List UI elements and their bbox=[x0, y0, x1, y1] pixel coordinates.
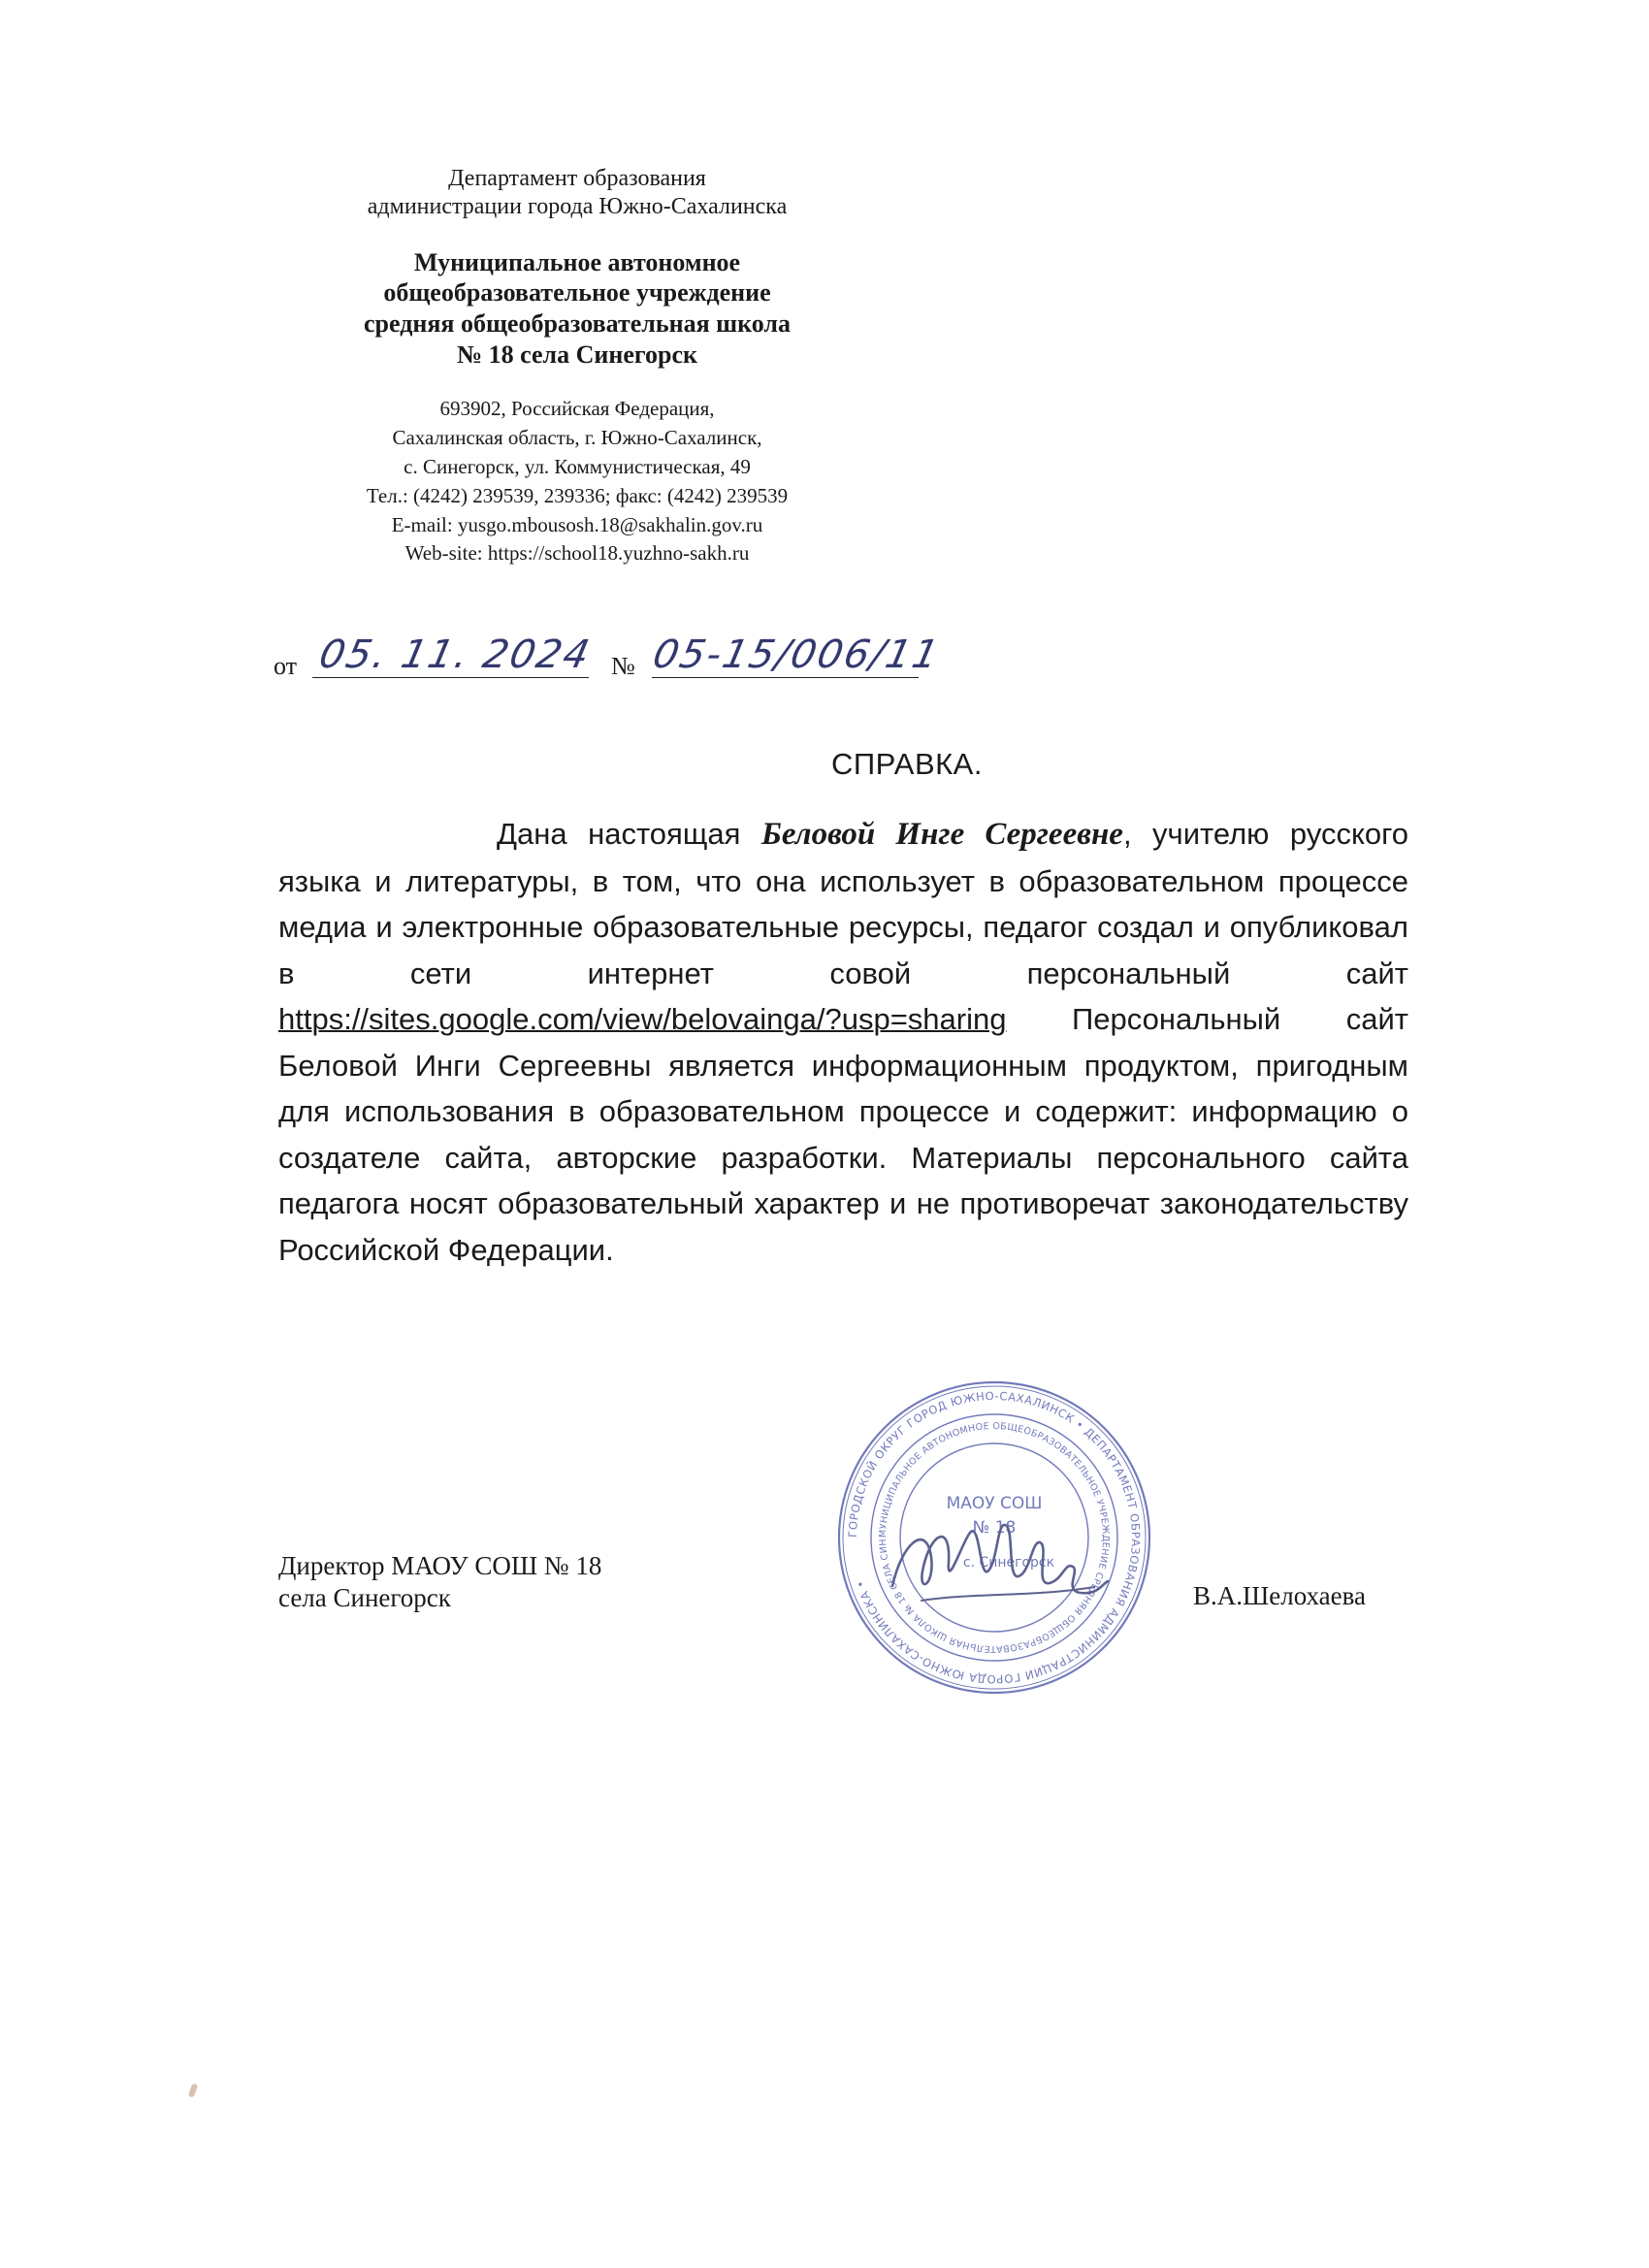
official-stamp bbox=[834, 1377, 1154, 1698]
stamp-center-line-3: с. Синегорск bbox=[962, 1555, 1055, 1571]
signature-underline bbox=[922, 1587, 1094, 1601]
stamp-center-line-2: № 18 bbox=[972, 1518, 1017, 1538]
body-part-1: Дана настоящая bbox=[497, 817, 761, 851]
paper-speck bbox=[188, 2083, 198, 2097]
date-underline bbox=[312, 677, 589, 678]
stamp-inner-text: МУНИЦИПАЛЬНОЕ АВТОНОМНОЕ ОБЩЕОБРАЗОВАТЕЛЬНОЕ УЧРЕЖДЕНИЕ СРЕДНЯЯ ОБЩЕОБРАЗОВАТЕЛЬНАЯ ШКОЛА № 18 СЕЛА СИН bbox=[877, 1420, 1112, 1655]
stamp-middle-ring bbox=[871, 1414, 1117, 1661]
number-underline bbox=[652, 677, 919, 678]
org-line-3: средняя общеобразовательная школа bbox=[364, 308, 791, 338]
teacher-name: Беловой Инге Сергеевне bbox=[760, 817, 1123, 852]
addr-line-2: Сахалинская область, г. Южно-Сахалинск, bbox=[392, 426, 762, 450]
org-line-2: общеобразовательное учреждение bbox=[383, 278, 771, 308]
certificate-body bbox=[278, 811, 1408, 1273]
date-label: от bbox=[274, 652, 298, 680]
position-line-1: Директор МАОУ СОШ № 18 bbox=[278, 1551, 602, 1580]
body-part-3: Персональный сайт Беловой Инги Сергеевны является информационным продуктом, пригодным для использования в образовательном процессе и содержит: информацию о создателе сайта, авторские разработки. Материалы персонального сайта педагога носят образовательный характер и не противоречат законодательству Российской Федерации. bbox=[278, 1002, 1408, 1267]
signer-name: В.А.Шелохаева bbox=[1193, 1581, 1367, 1610]
addr-line-3: с. Синегорск, ул. Коммунистическая, 49 bbox=[404, 455, 751, 479]
document-title: СПРАВКА. bbox=[831, 747, 983, 781]
addr-line-1: 693902, Российская Федерация, bbox=[439, 397, 715, 421]
handwritten-number: 05-15/006/11 bbox=[649, 632, 945, 677]
position-line-2: села Синегорск bbox=[278, 1582, 451, 1612]
dept-line-1: Департамент образования bbox=[448, 166, 706, 191]
addr-phone: Тел.: (4242) 239539, 239336; факс: (4242) 239539 bbox=[366, 483, 789, 507]
stamp-graphic bbox=[834, 1377, 1154, 1698]
addr-website: Web-site: https://school18.yuzhno-sakh.ru bbox=[404, 541, 750, 566]
website-link[interactable]: https://sites.google.com/view/belovainga/?usp=sharing bbox=[278, 1002, 1007, 1036]
department-name bbox=[291, 165, 863, 222]
organization-name bbox=[291, 247, 863, 371]
number-label: № bbox=[611, 652, 635, 680]
org-line-1: Муниципальное автономное bbox=[413, 247, 741, 276]
stamp-outer-text: ГОРОДСКОЙ ОКРУГ ГОРОД ЮЖНО-САХАЛИНСК • ДЕПАРТАМЕНТ ОБРАЗОВАНИЯ АДМИНИСТРАЦИИ ГОРОДА ЮЖНО-САХАЛИНСКА • bbox=[845, 1388, 1144, 1687]
stamp-center-line-1: МАОУ СОШ bbox=[946, 1494, 1043, 1513]
stamp-inner-ring bbox=[900, 1443, 1088, 1632]
handwritten-date: 05. 11. 2024 bbox=[315, 632, 596, 677]
dept-line-2: администрации города Южно-Сахалинска bbox=[367, 194, 788, 220]
signatory-position bbox=[278, 1550, 601, 1614]
organization-address bbox=[291, 395, 863, 568]
body-part-2: , учителю русского языка и литературы, в том, что она использует в образовательном процессе медиа и электронные образовательные ресурсы, педагог создал и опубликовал в сети интернет совой персональный сайт bbox=[278, 817, 1408, 990]
letterhead bbox=[291, 165, 863, 568]
addr-email: E-mail: yusgo.mbousosh.18@sakhalin.gov.ru bbox=[391, 512, 763, 536]
registration-line bbox=[274, 632, 945, 691]
org-line-4: № 18 села Синегорск bbox=[456, 340, 698, 369]
